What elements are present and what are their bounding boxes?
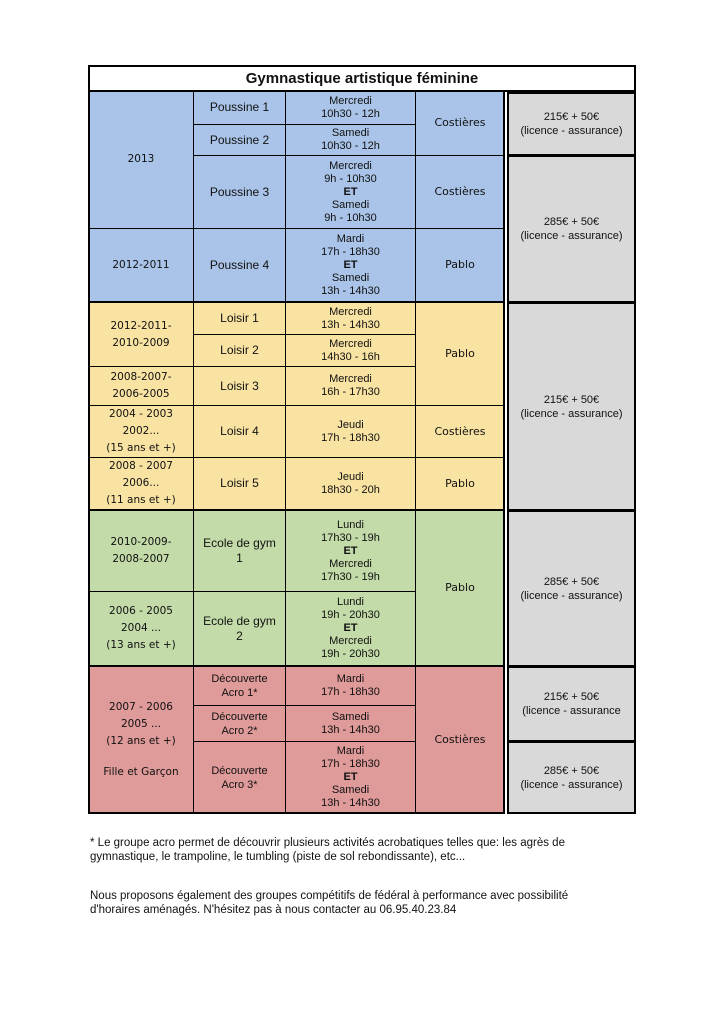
cell-line: 2008 - 2007: [109, 460, 173, 472]
cell-line: Acro 3*: [221, 778, 258, 791]
cell-line: (licence - assurance): [520, 407, 623, 420]
contact-line: Nous proposons également des groupes compétitifs de fédéral à performance avec possibilité: [90, 890, 569, 902]
cell-line: 2010-2009: [112, 336, 170, 349]
cell-line: 2013: [127, 153, 155, 165]
cell-line: 215€ + 50€: [543, 111, 600, 123]
cell-line: 17h30 - 19h: [321, 531, 380, 544]
cell-line: 9h - 10h30: [324, 211, 377, 224]
cell-line: Loisir 2: [220, 343, 259, 357]
cell-line: Jeudi: [337, 418, 364, 431]
cell-line: Découverte: [211, 673, 268, 685]
cell-line: Mercredi: [329, 305, 372, 318]
cell-line: Poussine 1: [209, 100, 270, 114]
group-cell: [193, 457, 286, 510]
group-cell: [193, 741, 286, 814]
group-cell: [193, 666, 286, 706]
cell-line: (licence - assurance): [520, 778, 623, 791]
schedule-cell: [285, 124, 416, 156]
cell-line: Mercredi: [329, 159, 372, 172]
price-cell: [507, 510, 636, 667]
footnote-line: * Le groupe acro permet de découvrir plusieurs activités acrobatiques telles que: les agrès de: [90, 837, 565, 849]
place-cell: Pablo: [415, 302, 505, 406]
cell-line: Jeudi: [337, 470, 364, 483]
cell-line: Samedi: [331, 198, 370, 211]
cell-line: 285€ + 50€: [543, 575, 600, 588]
cell-line: Mercredi: [329, 94, 372, 107]
cell-line: (13 ans et +): [106, 639, 176, 651]
cell-line: Loisir 1: [220, 311, 259, 325]
cell-line: 18h30 - 20h: [321, 483, 380, 496]
schedule-cell: [285, 457, 416, 510]
place-cell: Costières: [415, 405, 505, 458]
cell-line: Loisir 5: [220, 476, 259, 490]
cell-line: Mardi: [336, 673, 365, 685]
age-cell: [88, 457, 194, 510]
cell-line: Poussine 4: [209, 257, 270, 272]
place-cell: Costières: [415, 90, 505, 156]
cell-line: (15 ans et +): [106, 442, 176, 454]
cell-line: Mardi: [336, 232, 365, 245]
schedule-table: [88, 65, 636, 814]
schedule-cell: [285, 705, 416, 742]
acro-footnote: [90, 836, 650, 864]
group-cell: [193, 334, 286, 367]
cell-line: Ecole de gym: [203, 536, 276, 550]
cell-line: 2006...: [122, 477, 160, 489]
cell-line: 285€ + 50€: [543, 764, 600, 777]
cell-line: 2008-2007: [112, 553, 170, 565]
age-cell: [88, 510, 194, 592]
cell-line: 10h30 - 12h: [321, 107, 380, 120]
price-cell: [507, 155, 636, 303]
cell-line: Poussine 3: [209, 184, 270, 199]
group-cell: [193, 405, 286, 458]
cell-line: 17h - 18h30: [321, 245, 380, 258]
place-cell: Pablo: [415, 228, 505, 302]
et-separator: ET: [343, 771, 358, 783]
group-cell: [193, 155, 286, 229]
et-separator: ET: [343, 258, 358, 271]
cell-line: 17h - 18h30: [321, 431, 380, 444]
cell-line: Samedi: [331, 710, 370, 723]
cell-line: 2: [236, 628, 243, 643]
cell-line: 1: [236, 551, 243, 565]
cell-line: (licence - assurance: [522, 705, 621, 717]
cell-line: 2012-2011-: [110, 319, 172, 332]
group-cell: [193, 124, 286, 156]
schedule-cell: [285, 405, 416, 458]
schedule-cell: [285, 666, 416, 706]
schedule-cell: [285, 90, 416, 125]
price-cell: [507, 741, 636, 814]
group-cell: [193, 366, 286, 406]
table-title: Gymnastique artistique féminine: [88, 65, 636, 92]
cell-line: 10h30 - 12h: [321, 140, 380, 152]
age-note: Fille et Garçon: [103, 766, 179, 778]
cell-line: 14h30 - 16h: [321, 350, 380, 363]
cell-line: Poussine 2: [209, 132, 270, 147]
footnote-line: gymnastique, le trampoline, le tumbling (piste de sol rebondissante), etc...: [90, 851, 466, 863]
cell-line: 17h - 18h30: [321, 686, 380, 698]
age-cell: [88, 405, 194, 458]
cell-line: 2004 ...: [120, 622, 162, 634]
cell-line: 215€ + 50€: [543, 691, 600, 703]
group-cell: [193, 302, 286, 335]
place-cell: Costières: [415, 155, 505, 229]
et-separator: ET: [343, 185, 358, 198]
age-cell-acro: [88, 666, 194, 814]
cell-line: Découverte: [211, 764, 268, 777]
contact-line: d'horaires aménagés. N'hésitez pas à nous contacter au 06.95.40.23.84: [90, 904, 457, 916]
price-cell: [507, 302, 636, 511]
schedule-cell: [285, 510, 416, 592]
cell-line: 13h - 14h30: [321, 723, 380, 736]
cell-line: Lundi: [337, 596, 364, 608]
cell-line: Ecole de gym: [203, 613, 276, 628]
cell-line: Loisir 4: [220, 424, 259, 438]
cell-line: 2004 - 2003: [109, 408, 173, 420]
et-separator: ET: [343, 622, 358, 634]
cell-line: 19h - 20h30: [321, 648, 380, 660]
place-cell: Pablo: [415, 510, 505, 666]
cell-line: Mardi: [336, 745, 365, 757]
age-cell: [88, 90, 194, 229]
schedule-cell: [285, 591, 416, 666]
price-cell: [507, 92, 636, 156]
cell-line: 215€ + 50€: [543, 393, 600, 406]
group-cell: [193, 705, 286, 742]
schedule-cell: [285, 302, 416, 335]
cell-line: Lundi: [337, 518, 364, 531]
cell-line: 2002...: [122, 425, 160, 437]
cell-line: 13h - 14h30: [321, 284, 380, 297]
cell-line: (licence - assurance): [520, 589, 623, 602]
cell-line: (11 ans et +): [106, 494, 176, 506]
cell-line: Mercredi: [329, 635, 372, 647]
cell-line: Mercredi: [329, 337, 372, 350]
schedule-cell: [285, 155, 416, 229]
cell-line: 2006-2005: [112, 388, 170, 400]
cell-line: Samedi: [331, 271, 370, 284]
cell-line: 13h - 14h30: [321, 797, 380, 809]
group-cell: [193, 591, 286, 666]
age-cell: [88, 366, 194, 406]
cell-line: Acro 1*: [221, 687, 258, 699]
contact-note: [90, 889, 650, 917]
cell-line: 285€ + 50€: [543, 216, 600, 228]
cell-line: (licence - assurance): [520, 230, 623, 242]
cell-line: 2010-2009-: [110, 536, 172, 548]
cell-line: Acro 2*: [221, 724, 258, 737]
cell-line: Loisir 3: [220, 378, 259, 393]
cell-line: 16h - 17h30: [321, 386, 380, 398]
age-cell: [88, 591, 194, 666]
place-cell: Costières: [415, 666, 505, 814]
group-cell: [193, 510, 286, 592]
cell-line: 2007 - 2006: [109, 701, 173, 713]
et-separator: ET: [343, 544, 358, 557]
group-cell: [193, 90, 286, 125]
cell-line: Mercredi: [329, 557, 372, 570]
age-cell: [88, 228, 194, 302]
schedule-cell: [285, 334, 416, 367]
age-lines: [106, 699, 176, 750]
cell-line: 13h - 14h30: [321, 318, 380, 331]
price-cell: [507, 666, 636, 742]
cell-line: 19h - 20h30: [321, 609, 380, 621]
group-cell: [193, 228, 286, 302]
cell-line: Découverte: [211, 710, 268, 723]
cell-line: Samedi: [331, 127, 370, 139]
cell-line: Mercredi: [329, 373, 372, 385]
cell-line: Samedi: [331, 784, 370, 796]
cell-line: 17h - 18h30: [321, 758, 380, 770]
schedule-cell: [285, 366, 416, 406]
cell-line: 17h30 - 19h: [321, 570, 380, 583]
cell-line: (licence - assurance): [520, 125, 623, 137]
cell-line: 2006 - 2005: [109, 605, 173, 617]
schedule-cell: [285, 741, 416, 814]
age-cell: [88, 302, 194, 367]
cell-line: 2012-2011: [112, 258, 170, 271]
cell-line: 2008-2007-: [110, 371, 172, 383]
schedule-cell: [285, 228, 416, 302]
cell-line: 9h - 10h30: [324, 172, 377, 185]
cell-line: (12 ans et +): [106, 735, 176, 747]
cell-line: 2005 ...: [120, 718, 162, 730]
place-cell: Pablo: [415, 457, 505, 510]
